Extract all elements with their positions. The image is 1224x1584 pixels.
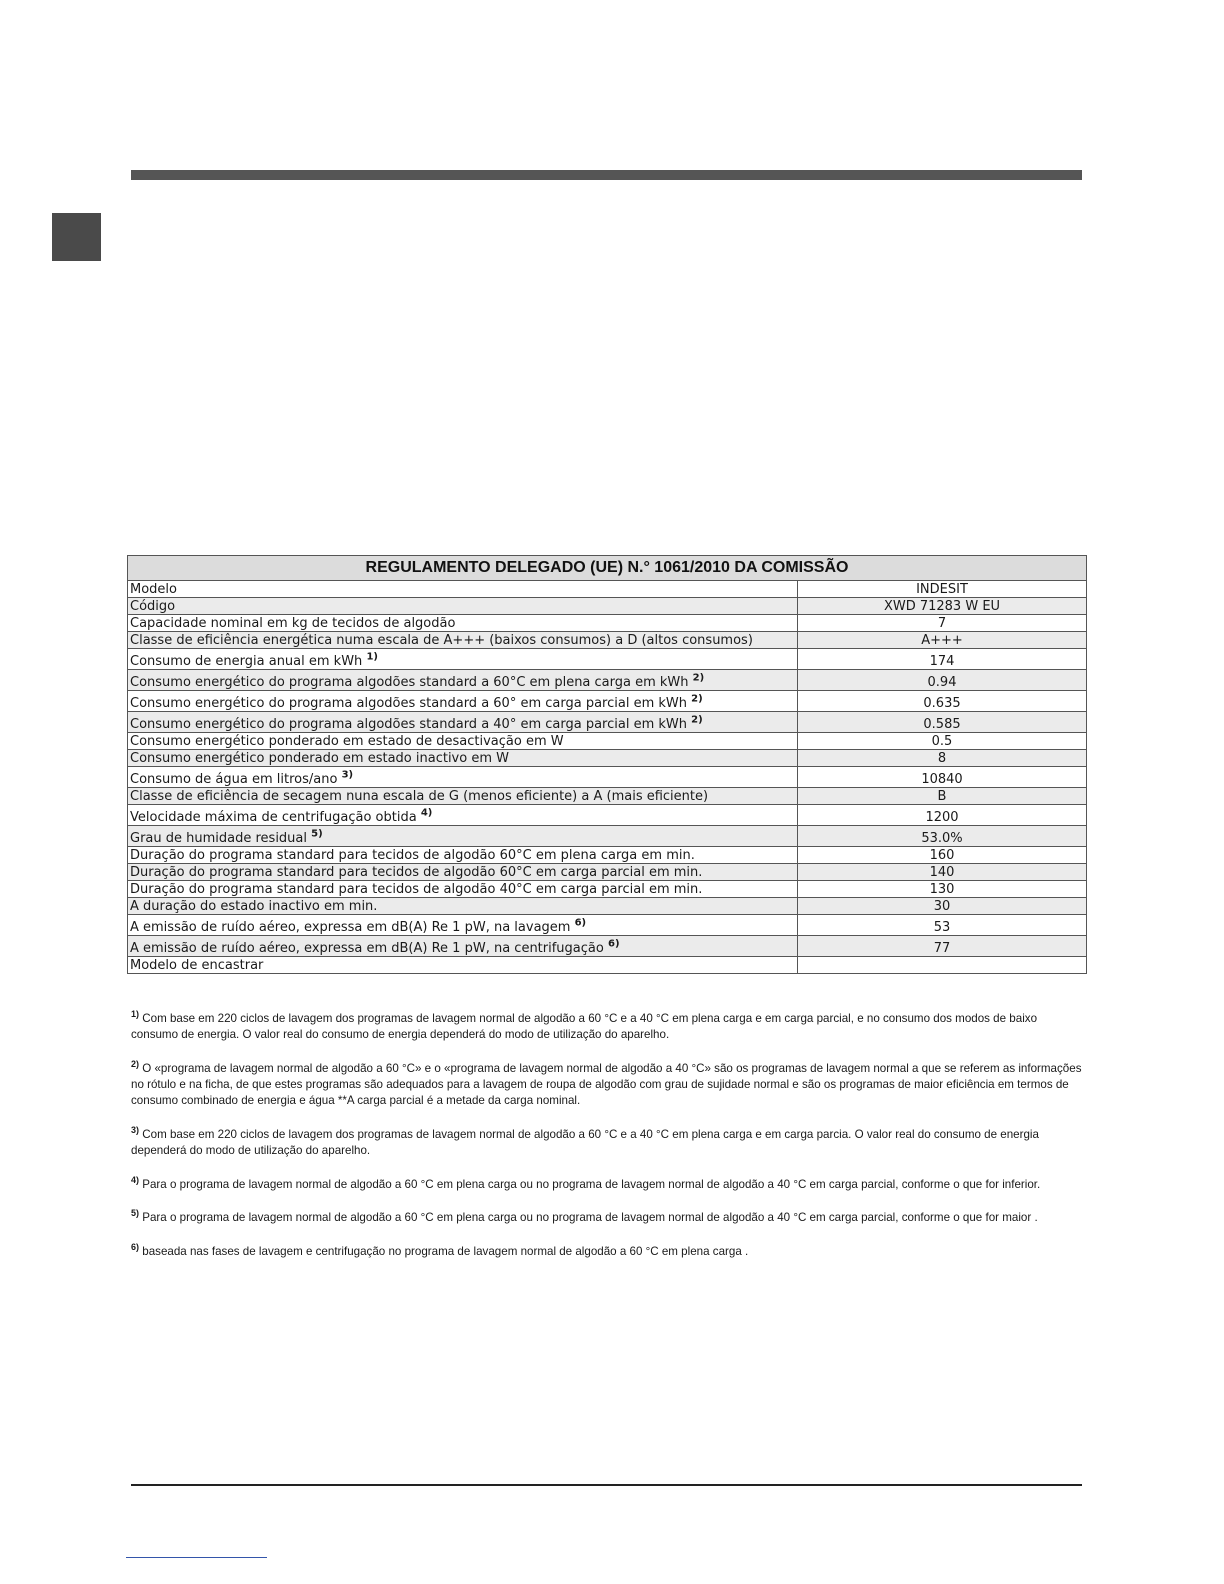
footnote-marker: 2): [691, 714, 703, 726]
table-row: [128, 750, 1087, 767]
footnote-marker: 4): [420, 807, 433, 819]
row-label: Consumo energético do programa algodões standard a 60°C em plena carga em kWh $^{2)}$: [128, 670, 798, 691]
row-label: A duração do estado inactivo em min.: [128, 898, 798, 915]
row-label: A emissão de ruído aéreo, expressa em dB(A) Re 1 pW, na centrifugação $^{6)}$: [128, 936, 798, 957]
table-row: [128, 733, 1087, 750]
table-row: [128, 826, 1087, 847]
row-label: Consumo energético ponderado em estado inactivo em W: [128, 750, 798, 767]
row-label: Duração do programa standard para tecidos de algodão 60°C em plena carga em min.: [128, 847, 798, 864]
footnote-text: Para o programa de lavagem normal de algodão a 60 °C em plena carga ou no programa de lavagem normal de algodão a 40 °C em carga parcial, conforme o que for maior .: [142, 1211, 1038, 1225]
footnote: [131, 1006, 1086, 1043]
footnote-number: 3): [131, 1124, 140, 1135]
table-title: REGULAMENTO DELEGADO (UE) N.° 1061/2010 DA COMISSÃO: [128, 556, 1087, 581]
footnote-number: 4): [131, 1174, 140, 1185]
footnote-marker: 5): [311, 828, 323, 840]
footnote-text: baseada nas fases de lavagem e centrifugação no programa de lavagem normal de algodão a 60 °C em plena carga .: [142, 1245, 749, 1259]
table-row: [128, 581, 1087, 598]
footnote: [131, 1239, 1086, 1260]
row-value: 0.94: [798, 670, 1087, 691]
row-label: Capacidade nominal em kg de tecidos de algodão: [128, 615, 798, 632]
table-row: [128, 898, 1087, 915]
row-value: 174: [798, 649, 1087, 670]
table-row: [128, 805, 1087, 826]
row-label: Modelo de encastrar: [128, 957, 798, 974]
footnote-text: O «programa de lavagem normal de algodão a 60 °C» e o «programa de lavagem normal de algodão a 40 °C» são os programas de lavagem normal a que se referem as informações no rótulo e na ficha, de que estes programas são adequados para a lavagem de roupa de algodão com grau de sujidade normal e são os programas de maior eficiência em termos de consumo combinado de energia e água **A carga parcial é a metade da carga nominal.: [131, 1061, 1082, 1107]
row-label: Modelo: [128, 581, 798, 598]
row-value: 0.635: [798, 691, 1087, 712]
row-label: Classe de eficiência energética numa escala de A+++ (baixos consumos) a D (altos consumos): [128, 632, 798, 649]
footnote-marker: 1): [366, 651, 378, 663]
row-value: 1200: [798, 805, 1087, 826]
table-row: [128, 712, 1087, 733]
footnote-marker: 3): [341, 769, 354, 781]
row-value: 7: [798, 615, 1087, 632]
row-label: Consumo energético do programa algodões standard a 40° em carga parcial em kWh $^{2)}$: [128, 712, 798, 733]
row-label: Consumo energético ponderado em estado de desactivação em W: [128, 733, 798, 750]
row-value: 53: [798, 915, 1087, 936]
table-row: [128, 691, 1087, 712]
footer-rule: [131, 1484, 1082, 1486]
footnote-number: 6): [131, 1242, 140, 1253]
table-row: [128, 936, 1087, 957]
table-row: [128, 915, 1087, 936]
row-value: 0.5: [798, 733, 1087, 750]
row-label: Grau de humidade residual $^{5)}$: [128, 826, 798, 847]
footnote-text: Com base em 220 ciclos de lavagem dos programas de lavagem normal de algodão a 60 °C e a 40 °C em plena carga e em carga parcia. O valor real do consumo de energia dependerá do modo de utilização do aparelho.: [131, 1127, 1039, 1157]
table-row: [128, 649, 1087, 670]
row-label: Consumo energético do programa algodões standard a 60° em carga parcial em kWh $^{2)}$: [128, 691, 798, 712]
row-value: 130: [798, 881, 1087, 898]
footnote-marker: 6): [574, 917, 587, 929]
table-row: [128, 632, 1087, 649]
row-label: A emissão de ruído aéreo, expressa em dB(A) Re 1 pW, na lavagem $^{6)}$: [128, 915, 798, 936]
row-value: B: [798, 788, 1087, 805]
footnote-number: 5): [131, 1208, 140, 1219]
table-row: [128, 847, 1087, 864]
row-value: A+++: [798, 632, 1087, 649]
footnote-text: Para o programa de lavagem normal de algodão a 60 °C em plena carga ou no programa de lavagem normal de algodão a 40 °C em carga parcial, conforme o que for inferior.: [142, 1177, 1041, 1191]
table-row: [128, 788, 1087, 805]
footnote: [131, 1122, 1086, 1159]
footnote-marker: 6): [607, 938, 620, 950]
row-value: 140: [798, 864, 1087, 881]
row-value: INDESIT: [798, 581, 1087, 598]
row-value: 8: [798, 750, 1087, 767]
row-label: Duração do programa standard para tecidos de algodão 60°C em carga parcial em min.: [128, 864, 798, 881]
row-value: [798, 957, 1087, 974]
regulation-spec-table: [127, 555, 1087, 974]
table-row: [128, 767, 1087, 788]
row-value: 160: [798, 847, 1087, 864]
footnotes: [131, 1006, 1086, 1273]
row-label: Consumo de água em litros/ano $^{3)}$: [128, 767, 798, 788]
footnote-marker: 2): [692, 672, 705, 684]
row-label: Código: [128, 598, 798, 615]
row-label: Velocidade máxima de centrifugação obtida $^{4)}$: [128, 805, 798, 826]
footnote-number: 1): [131, 1009, 140, 1019]
footnote-marker: 2): [691, 693, 703, 705]
table-row: [128, 881, 1087, 898]
language-tab-marker: [52, 213, 101, 261]
row-value: 30: [798, 898, 1087, 915]
row-value: XWD 71283 W EU: [798, 598, 1087, 615]
table-row: [128, 615, 1087, 632]
header-rule: [131, 170, 1082, 180]
footnote: [131, 1172, 1086, 1193]
footnote: [131, 1056, 1086, 1109]
row-value: 53.0%: [798, 826, 1087, 847]
footnote-number: 2): [131, 1058, 140, 1069]
footnote-text: Com base em 220 ciclos de lavagem dos programas de lavagem normal de algodão a 60 °C e a 40 °C em plena carga e em carga parcial, e no consumo dos modos de baixo consumo de energia. O valor real do consumo de energia dependerá do modo de utilização do aparelho.: [131, 1011, 1038, 1041]
table-row: [128, 957, 1087, 974]
row-label: Duração do programa standard para tecidos de algodão 40°C em carga parcial em min.: [128, 881, 798, 898]
footer-link-underline: [126, 1557, 267, 1558]
footnote: [131, 1205, 1086, 1226]
row-label: Classe de eficiência de secagem nuna escala de G (menos eficiente) a A (mais eficiente): [128, 788, 798, 805]
row-value: 0.585: [798, 712, 1087, 733]
table-row: [128, 598, 1087, 615]
row-value: 10840: [798, 767, 1087, 788]
row-value: 77: [798, 936, 1087, 957]
table-row: [128, 864, 1087, 881]
table-row: [128, 670, 1087, 691]
row-label: Consumo de energia anual em kWh $^{1)}$: [128, 649, 798, 670]
